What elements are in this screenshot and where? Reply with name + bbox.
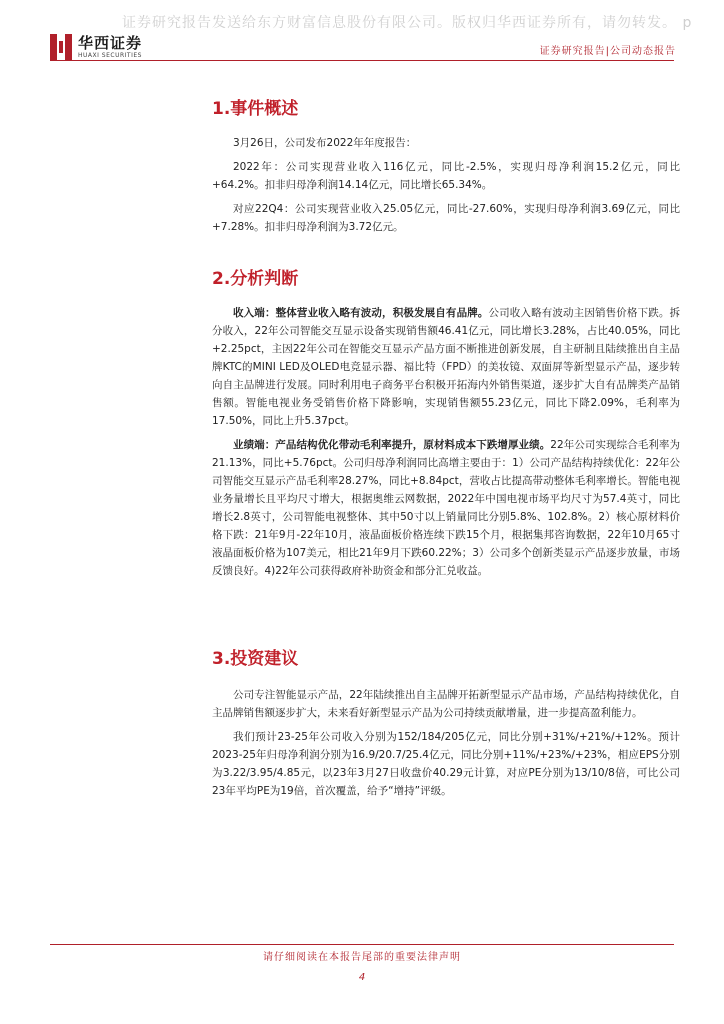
paragraph-lead: 业绩端：产品结构优化带动毛利率提升，原材料成本下跌增厚业绩。	[233, 439, 551, 451]
company-logo	[50, 34, 142, 60]
logo-icon	[50, 34, 72, 60]
section-3-body	[212, 686, 680, 800]
paragraph	[212, 304, 680, 430]
section-title-3: 3.投资建议	[212, 649, 299, 669]
paragraph: 3月26日，公司发布2022年年度报告：	[233, 137, 417, 149]
section-2-body	[212, 304, 680, 580]
page-number: 4	[358, 972, 366, 983]
paragraph	[212, 436, 680, 580]
footer-divider	[50, 944, 674, 945]
paragraph: 公司专注智能显示产品，22年陆续推出自主品牌开拓新型显示产品市场，产品结构持续优化，自主品牌销售额逐步扩大，未来看好新型显示产品为公司持续贡献增量，进一步提高盈利能力。	[212, 689, 680, 719]
report-type-label: 证券研究报告|公司动态报告	[539, 46, 676, 57]
logo-name-cn: 华西证券	[78, 33, 143, 52]
header-divider	[50, 60, 674, 61]
paragraph-text: 公司收入略有波动主因销售价格下跌。拆分收入，22年公司智能交互显示设备实现销售额46.41亿元，同比增长3.28%，占比40.05%，同比+2.25pct，主因22年公司在智能交互显示产品方面不断推进创新发展，自主研制且陆续推出自主品牌KTC的MINI LED及OLED电竞显示器、福比特（FPD）的美妆镜、双面屏等新型显示产品，逐步转向自主品牌进行发展。同时利用电子商务平台积极开拓海内外销售渠道，逐步扩大自有品牌类产品销售额。智能电视业务受销售价格下降影响，实现销售额55.23亿元，同比下降2.09%，毛利率为17.50%，同比上升5.37pct。	[212, 307, 681, 427]
paragraph-text: 22年公司实现综合毛利率为21.13%，同比+5.76pct。公司归母净利润同比高增主要由于：1）公司产品结构持续优化：22年公司智能交互显示产品毛利率28.27%，同比+8.84pct，营收占比提高带动整体毛利率增长。智能电视业务量增长且平均尺寸增大，根据奥维云网数据，2022年中国电视市场平均尺寸为57.4英寸，同比增长2.8英寸，公司智能电视整体、其中50寸以上销量同比分别5.8%、102.8%。2）核心原材料价格下跌：21年9月-22年10月，液晶面板价格连续下跌15个月，根据集邦咨询数据，22年10月65寸液晶面板价格为107美元，相比21年9月下跌60.22%；3）公司多个创新类显示产品逐步放量，市场反馈良好。4)22年公司获得政府补助资金和部分汇兑收益。	[212, 439, 680, 577]
legal-notice: 请仔细阅读在本报告尾部的重要法律声明	[263, 952, 461, 963]
paragraph: 对应22Q4：公司实现营业收入25.05亿元，同比-27.60%，实现归母净利润3.69亿元，同比+7.28%。扣非归母净利润为3.72亿元。	[212, 203, 680, 233]
section-1-body	[212, 134, 680, 236]
watermark: 证券研究报告发送给东方财富信息股份有限公司。版权归华西证券所有，请勿转发。 p	[122, 15, 693, 31]
section-title-2: 2.分析判断	[212, 269, 299, 289]
paragraph: 我们预计23-25年公司收入分别为152/184/205亿元，同比分别+31%/+21%/+12%。预计2023-25年归母净利润分别为16.9/20.7/25.4亿元，同比分别+11%/+23%/+23%，相应EPS分别为3.22/3.95/4.85元，以23年3月27日收盘价40.29元计算，对应PE分别为13/10/8倍，可比公司23年平均PE为19倍，首次覆盖，给予“增持”评级。	[212, 731, 680, 797]
logo-name-en: HUAXI SECURITIES	[78, 51, 142, 59]
section-title-1: 1.事件概述	[212, 99, 299, 119]
paragraph-lead: 收入端：整体营业收入略有波动，积极发展自有品牌。	[233, 307, 489, 319]
paragraph: 2022年：公司实现营业收入116亿元，同比-2.5%，实现归母净利润15.2亿元，同比+64.2%。扣非归母净利润14.14亿元，同比增长65.34%。	[212, 161, 680, 191]
